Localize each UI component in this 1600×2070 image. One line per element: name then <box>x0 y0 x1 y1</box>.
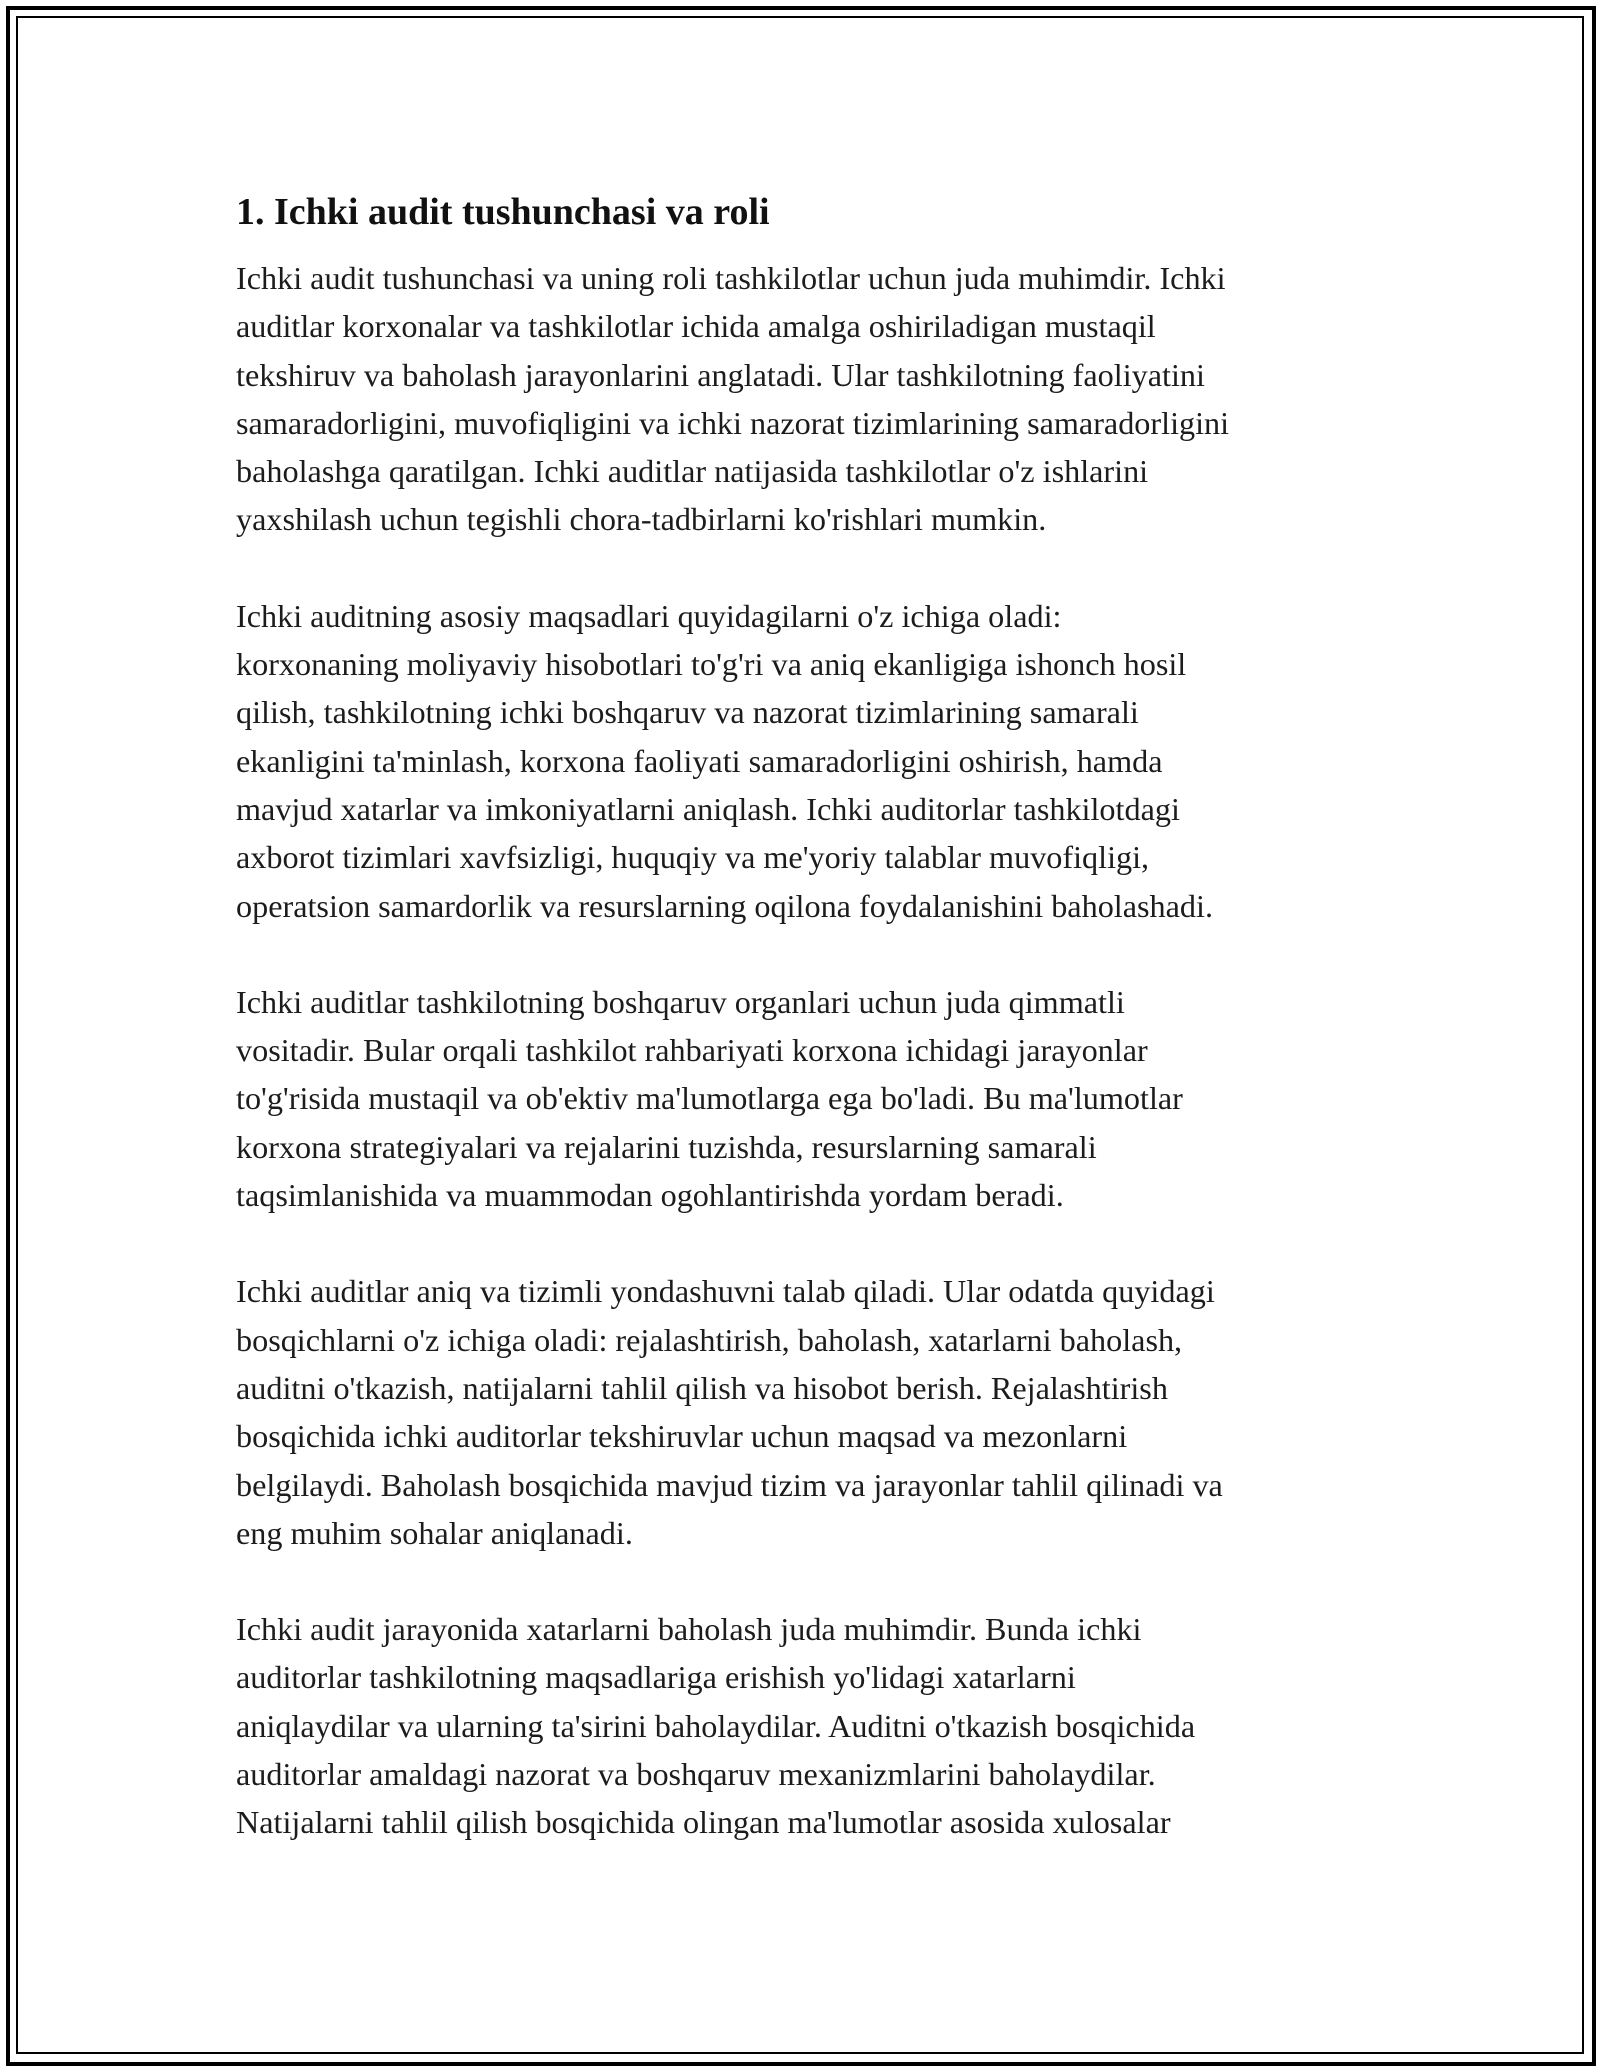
paragraph-1: Ichki audit tushunchasi va uning roli tashkilotlar uchun juda muhimdir. Ichki auditlar korxonalar va tashkilotlar ichida amalga oshiriladigan mustaqil tekshiruv va baholash jarayonlarini anglatadi. Ular tashkilotning faoliyatini samaradorligini, muvofiqligini va ichki nazorat tizimlarining samaradorligini baholashga qaratilgan. Ichki auditlar natijasida tashkilotlar o'z ishlarini yaxshilash uchun tegishli chora-tadbirlarni ko'rishlari mumkin. <box>236 260 1230 538</box>
paragraph-2: Ichki auditning asosiy maqsadlari quyidagilarni o'z ichiga oladi: korxonaning moliyaviy hisobotlari to'g'ri va aniq ekanligiga ishonch hosil qilish, tashkilotning ichki boshqaruv va nazorat tizimlarining samarali ekanligini ta'minlash, korxona faoliyati samaradorligini oshirish, hamda mavjud xatarlar va imkoniyatlarni aniqlash. Ichki auditorlar tashkilotdagi axborot tizimlari xavfsizligi, huquqiy va me'yoriy talablar muvofiqligi, operatsion samardorlik va resurslarning oqilona foydalanishini baholashadi. <box>236 597 1214 924</box>
paragraph-3: Ichki auditlar tashkilotning boshqaruv organlari uchun juda qimmatli vositadir. Bular orqali tashkilot rahbariyati korxona ichidagi jarayonlar to'g'risida mustaqil va ob'ektiv ma'lumotlarga ega bo'ladi. Bu ma'lumotlar korxona strategiyalari va rejalarini tuzishda, resurslarning samarali taqsimlanishida va muammodan ogohlantirishda yordam beradi. <box>236 983 1183 1214</box>
document-page <box>236 184 1376 1847</box>
section-heading: 1. Ichki audit tushunchasi va roli <box>236 191 770 233</box>
paragraph-5: Ichki audit jarayonida xatarlarni baholash juda muhimdir. Bunda ichki auditorlar tashkilotning maqsadlariga erishish yo'lidagi xatarlarni aniqlaydilar va ularning ta'sirini baholaydilar. Auditni o'tkazish bosqichida auditorlar amaldagi nazorat va boshqaruv mexanizmlarini baholaydilar. Natijalarni tahlil qilish bosqichida olingan ma'lumotlar asosida xulosalar <box>236 1611 1196 1841</box>
paragraph-4: Ichki auditlar aniq va tizimli yondashuvni talab qiladi. Ular odatda quyidagi bosqichlarni o'z ichiga oladi: rejalashtirish, baholash, xatarlarni baholash, auditni o'tkazish, natijalarni tahlil qilish va hisobot berish. Rejalashtirish bosqichida ichki auditorlar tekshiruvlar uchun maqsad va mezonlarni belgilaydi. Baholash bosqichida mavjud tizim va jarayonlar tahlil qilinadi va eng muhim sohalar aniqlanadi. <box>236 1273 1223 1551</box>
